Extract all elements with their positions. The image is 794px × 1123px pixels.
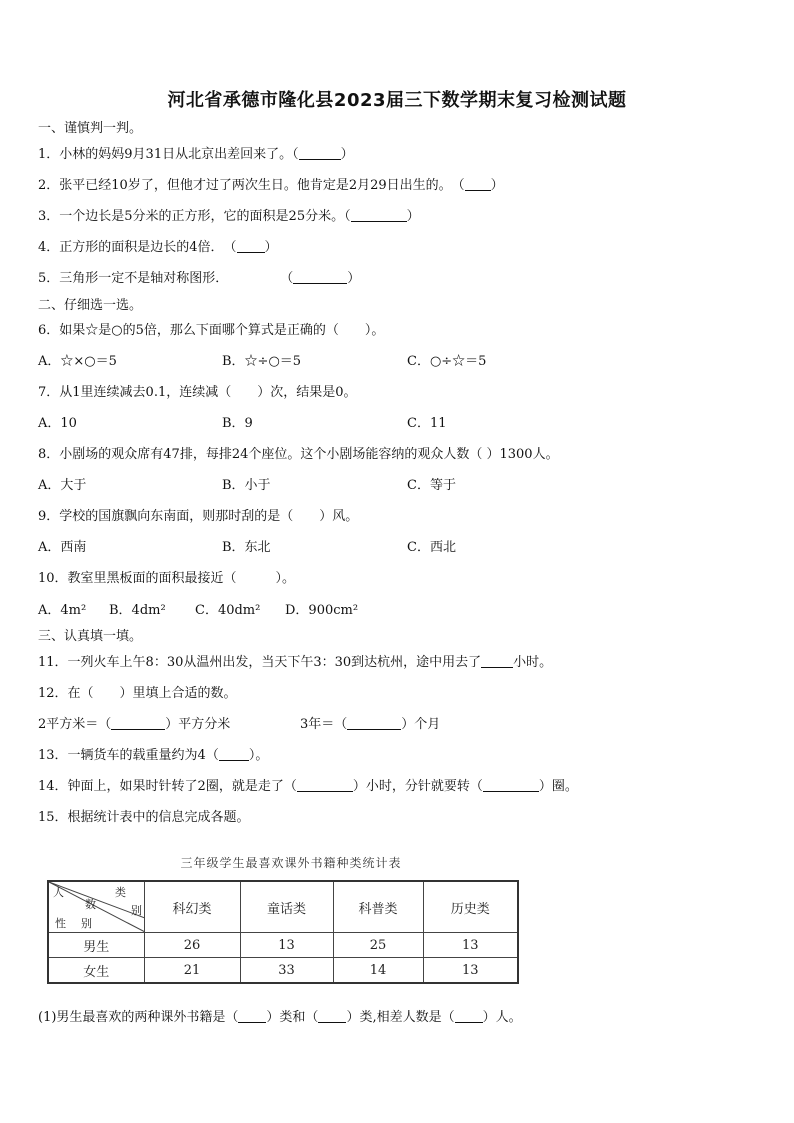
answer-blank[interactable]	[293, 271, 347, 284]
question-14	[38, 778, 578, 796]
option-b[interactable]: B．东北	[222, 540, 271, 555]
answer-blank[interactable]	[219, 748, 249, 761]
answer-blank[interactable]	[111, 717, 165, 730]
table-caption: 三年级学生最喜欢课外书籍种类统计表	[180, 856, 402, 870]
answer-blank[interactable]	[455, 1010, 483, 1023]
option-b[interactable]: B．小于	[222, 478, 271, 493]
answer-blank[interactable]	[318, 1010, 346, 1023]
option-a[interactable]: A．4m²	[38, 603, 87, 618]
option-a[interactable]: A．西南	[38, 540, 87, 555]
question-10: 10．教室里黑板面的面积最接近（ ）。	[38, 571, 296, 586]
table-cell: 25	[333, 933, 423, 958]
question-12-part-1	[38, 716, 230, 734]
question-2-text: 2．张平已经10岁了，但他才过了两次生日。他肯定是2月29日出生的。 （	[38, 178, 465, 193]
table-cell: 14	[333, 958, 423, 984]
column-header: 童话类	[240, 881, 333, 933]
table-cell: 13	[423, 958, 518, 984]
paren-close: ）。	[248, 748, 269, 763]
option-c[interactable]: C．11	[407, 416, 447, 431]
sub-question-1-text-end: ）人。	[482, 1010, 522, 1025]
option-b[interactable]: B．9	[222, 416, 253, 431]
corner-label: 性	[55, 917, 66, 930]
table-cell: 26	[144, 933, 240, 958]
question-12: 12．在（ ）里填上合适的数。	[38, 686, 237, 701]
question-11	[38, 654, 552, 672]
sub-question-1-text-mid: ）类和（	[266, 1010, 319, 1025]
option-c[interactable]: C．等于	[407, 478, 456, 493]
question-3-text: 3．一个边长是5分米的正方形，它的面积是25分米。（	[38, 209, 351, 224]
question-1	[38, 146, 354, 164]
conversion-left: 2平方米＝（	[38, 717, 112, 732]
conversion-unit: ）平方分米	[165, 717, 231, 732]
option-a[interactable]: A．☆×○＝5	[38, 354, 117, 369]
question-11-text: 11．一列火车上午8：30从温州出发，当天下午3：30到达杭州，途中用去了	[38, 655, 482, 670]
question-5-text: 5．三角形一定不是轴对称图形． （	[38, 271, 294, 286]
table-cell: 21	[144, 958, 240, 984]
table-cell: 13	[240, 933, 333, 958]
paren-close: ）	[406, 209, 420, 224]
answer-blank[interactable]	[238, 1010, 266, 1023]
answer-blank[interactable]	[347, 717, 401, 730]
question-7: 7．从1里连续减去0.1，连续减（ ）次，结果是0。	[38, 385, 357, 400]
option-d[interactable]: D．900cm²	[285, 603, 359, 618]
sub-question-1	[38, 1009, 522, 1027]
table-cell: 13	[423, 933, 518, 958]
option-b[interactable]: B．☆÷○＝5	[222, 354, 302, 369]
question-12-part-2	[300, 716, 440, 734]
question-15: 15．根据统计表中的信息完成各题。	[38, 810, 250, 825]
column-header: 历史类	[423, 881, 518, 933]
sub-question-1-text: (1)男生最喜欢的两种课外书籍是（	[38, 1010, 239, 1025]
question-14-text-end: ）圈。	[538, 779, 578, 794]
question-8: 8．小剧场的观众席有47排，每排24个座位。这个小剧场能容纳的观众人数（ ）1300人。	[38, 447, 559, 462]
table-header-row	[48, 881, 518, 933]
corner-label: 人	[53, 886, 64, 899]
paren-close: ）	[340, 147, 354, 162]
option-a[interactable]: A．大于	[38, 478, 87, 493]
option-b[interactable]: B．4dm²	[109, 603, 166, 618]
corner-label: 别	[131, 904, 142, 917]
table-row	[48, 933, 518, 958]
option-c[interactable]: C．○÷☆＝5	[407, 354, 487, 369]
answer-blank[interactable]	[297, 779, 353, 792]
question-14-text-mid: ）小时，分针就要转（	[352, 779, 483, 794]
sub-question-1-text-mid: ）类,相差人数是（	[346, 1010, 455, 1025]
table-cell: 33	[240, 958, 333, 984]
section-heading-3: 三、认真填一填。	[38, 629, 143, 644]
question-9: 9．学校的国旗飘向东南面，则那时刮的是（ ）风。	[38, 509, 359, 524]
question-13	[38, 747, 268, 765]
option-c[interactable]: C．40dm²	[195, 603, 261, 618]
section-heading-2: 二、仔细选一选。	[38, 298, 143, 313]
answer-blank[interactable]	[483, 779, 539, 792]
table-corner-cell	[48, 881, 144, 933]
column-header: 科幻类	[144, 881, 240, 933]
paren-close: ）	[347, 271, 361, 286]
question-1-text: 1．小林的妈妈9月31日从北京出差回来了。（	[38, 147, 299, 162]
answer-blank[interactable]	[481, 655, 513, 668]
answer-blank[interactable]	[299, 147, 341, 160]
conversion-unit: ）个月	[401, 717, 441, 732]
page-title: 河北省承德市隆化县2023届三下数学期末复习检测试题	[167, 90, 627, 111]
row-label: 女生	[48, 958, 144, 984]
conversion-left: 3年＝（	[300, 717, 348, 732]
question-4	[38, 239, 278, 257]
option-a[interactable]: A．10	[38, 416, 77, 431]
question-13-text: 13．一辆货车的载重量约为4（	[38, 748, 219, 763]
question-2	[38, 177, 504, 195]
unit-label: 小时。	[513, 655, 553, 670]
paren-close: ）	[490, 178, 504, 193]
section-heading-1: 一、谨慎判一判。	[38, 121, 143, 136]
corner-label: 别	[81, 917, 92, 930]
option-c[interactable]: C．西北	[407, 540, 456, 555]
answer-blank[interactable]	[237, 240, 265, 253]
question-5	[38, 270, 360, 288]
question-6: 6．如果☆是○的5倍，那么下面哪个算式是正确的（ ）。	[38, 323, 385, 338]
question-4-text: 4．正方形的面积是边长的4倍． （	[38, 240, 237, 255]
column-header: 科普类	[333, 881, 423, 933]
question-14-text: 14．钟面上，如果时针转了2圈，就是走了（	[38, 779, 297, 794]
corner-label: 类	[115, 886, 126, 899]
row-label: 男生	[48, 933, 144, 958]
question-3	[38, 208, 420, 226]
answer-blank[interactable]	[465, 178, 491, 191]
table-row	[48, 958, 518, 984]
paren-close: ）	[264, 240, 278, 255]
corner-label: 数	[85, 898, 96, 911]
answer-blank[interactable]	[351, 209, 407, 222]
statistics-table	[47, 880, 519, 984]
